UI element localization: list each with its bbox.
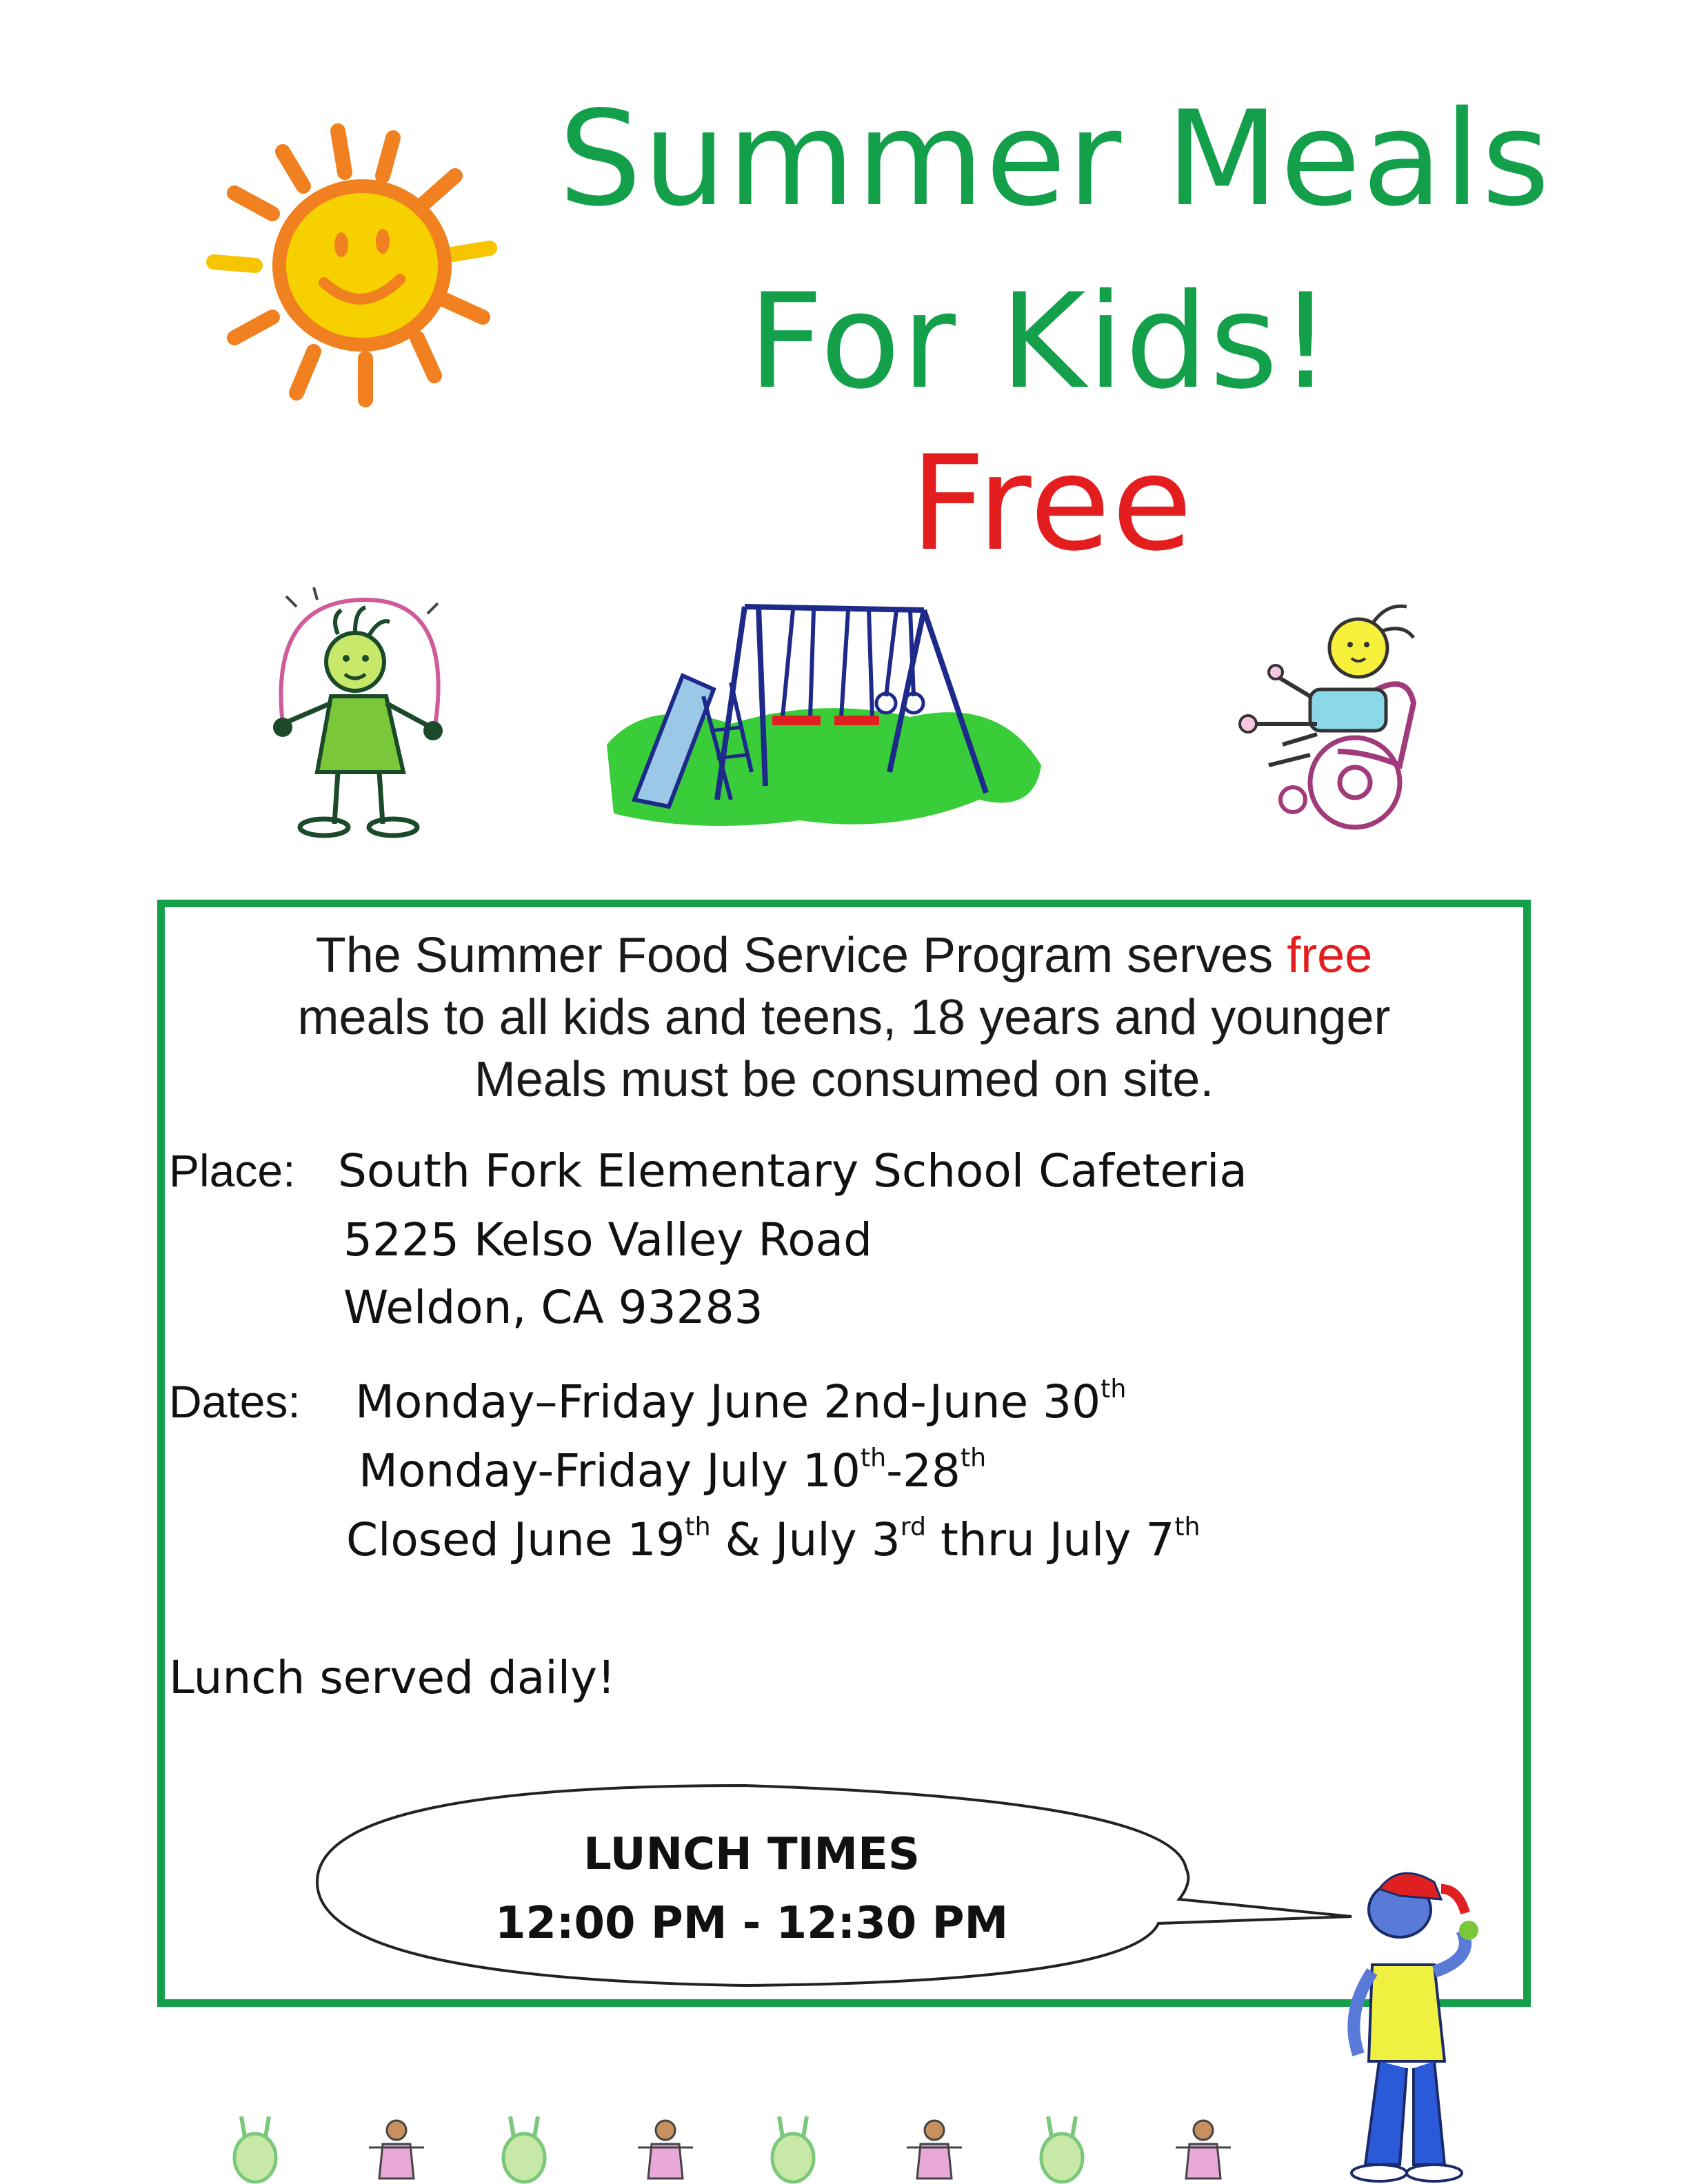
jump-rope-kid-illustration — [255, 586, 462, 841]
wheelchair-kid-illustration — [1227, 593, 1448, 841]
sun-illustration — [193, 110, 524, 421]
title-line-1: Summer Meals — [559, 83, 1551, 235]
intro-line-1: The Summer Food Service Program serves free — [315, 928, 1373, 983]
place-street: 5225 Kelso Valley Road — [343, 1213, 873, 1266]
lunch-times-range: 12:00 PM - 12:30 PM — [494, 1898, 1009, 1949]
swing-set-illustration — [593, 593, 1055, 841]
dates-line-2: Monday-Friday July 10th-28th — [359, 1442, 987, 1497]
dates-line-3: Closed June 19th & July 3rd thru July 7th — [346, 1511, 1200, 1566]
lunch-times-text — [317, 1820, 1186, 1958]
intro-line-3: Meals must be consumed on site. — [474, 1052, 1214, 1107]
place-label: Place: — [169, 1145, 296, 1196]
lunch-note: Lunch served daily! — [169, 1651, 616, 1704]
intro-line-2: meals to all kids and teens, 18 years and younger — [297, 990, 1391, 1045]
intro-free-word: free — [1287, 928, 1373, 983]
dates-label: Dates: — [169, 1376, 301, 1427]
title-free: Free — [910, 427, 1194, 580]
place-name: South Fork Elementary School Cafeteria — [338, 1144, 1247, 1197]
mascot-illustration — [1324, 1861, 1517, 2184]
kids-border-illustration — [221, 2110, 1269, 2184]
lunch-times-heading: LUNCH TIMES — [583, 1829, 920, 1880]
place-city: Weldon, CA 93283 — [343, 1281, 763, 1334]
dates-line-1: Monday–Friday June 2nd-June 30th — [355, 1373, 1127, 1428]
title-line-2: For Kids! — [748, 265, 1334, 418]
